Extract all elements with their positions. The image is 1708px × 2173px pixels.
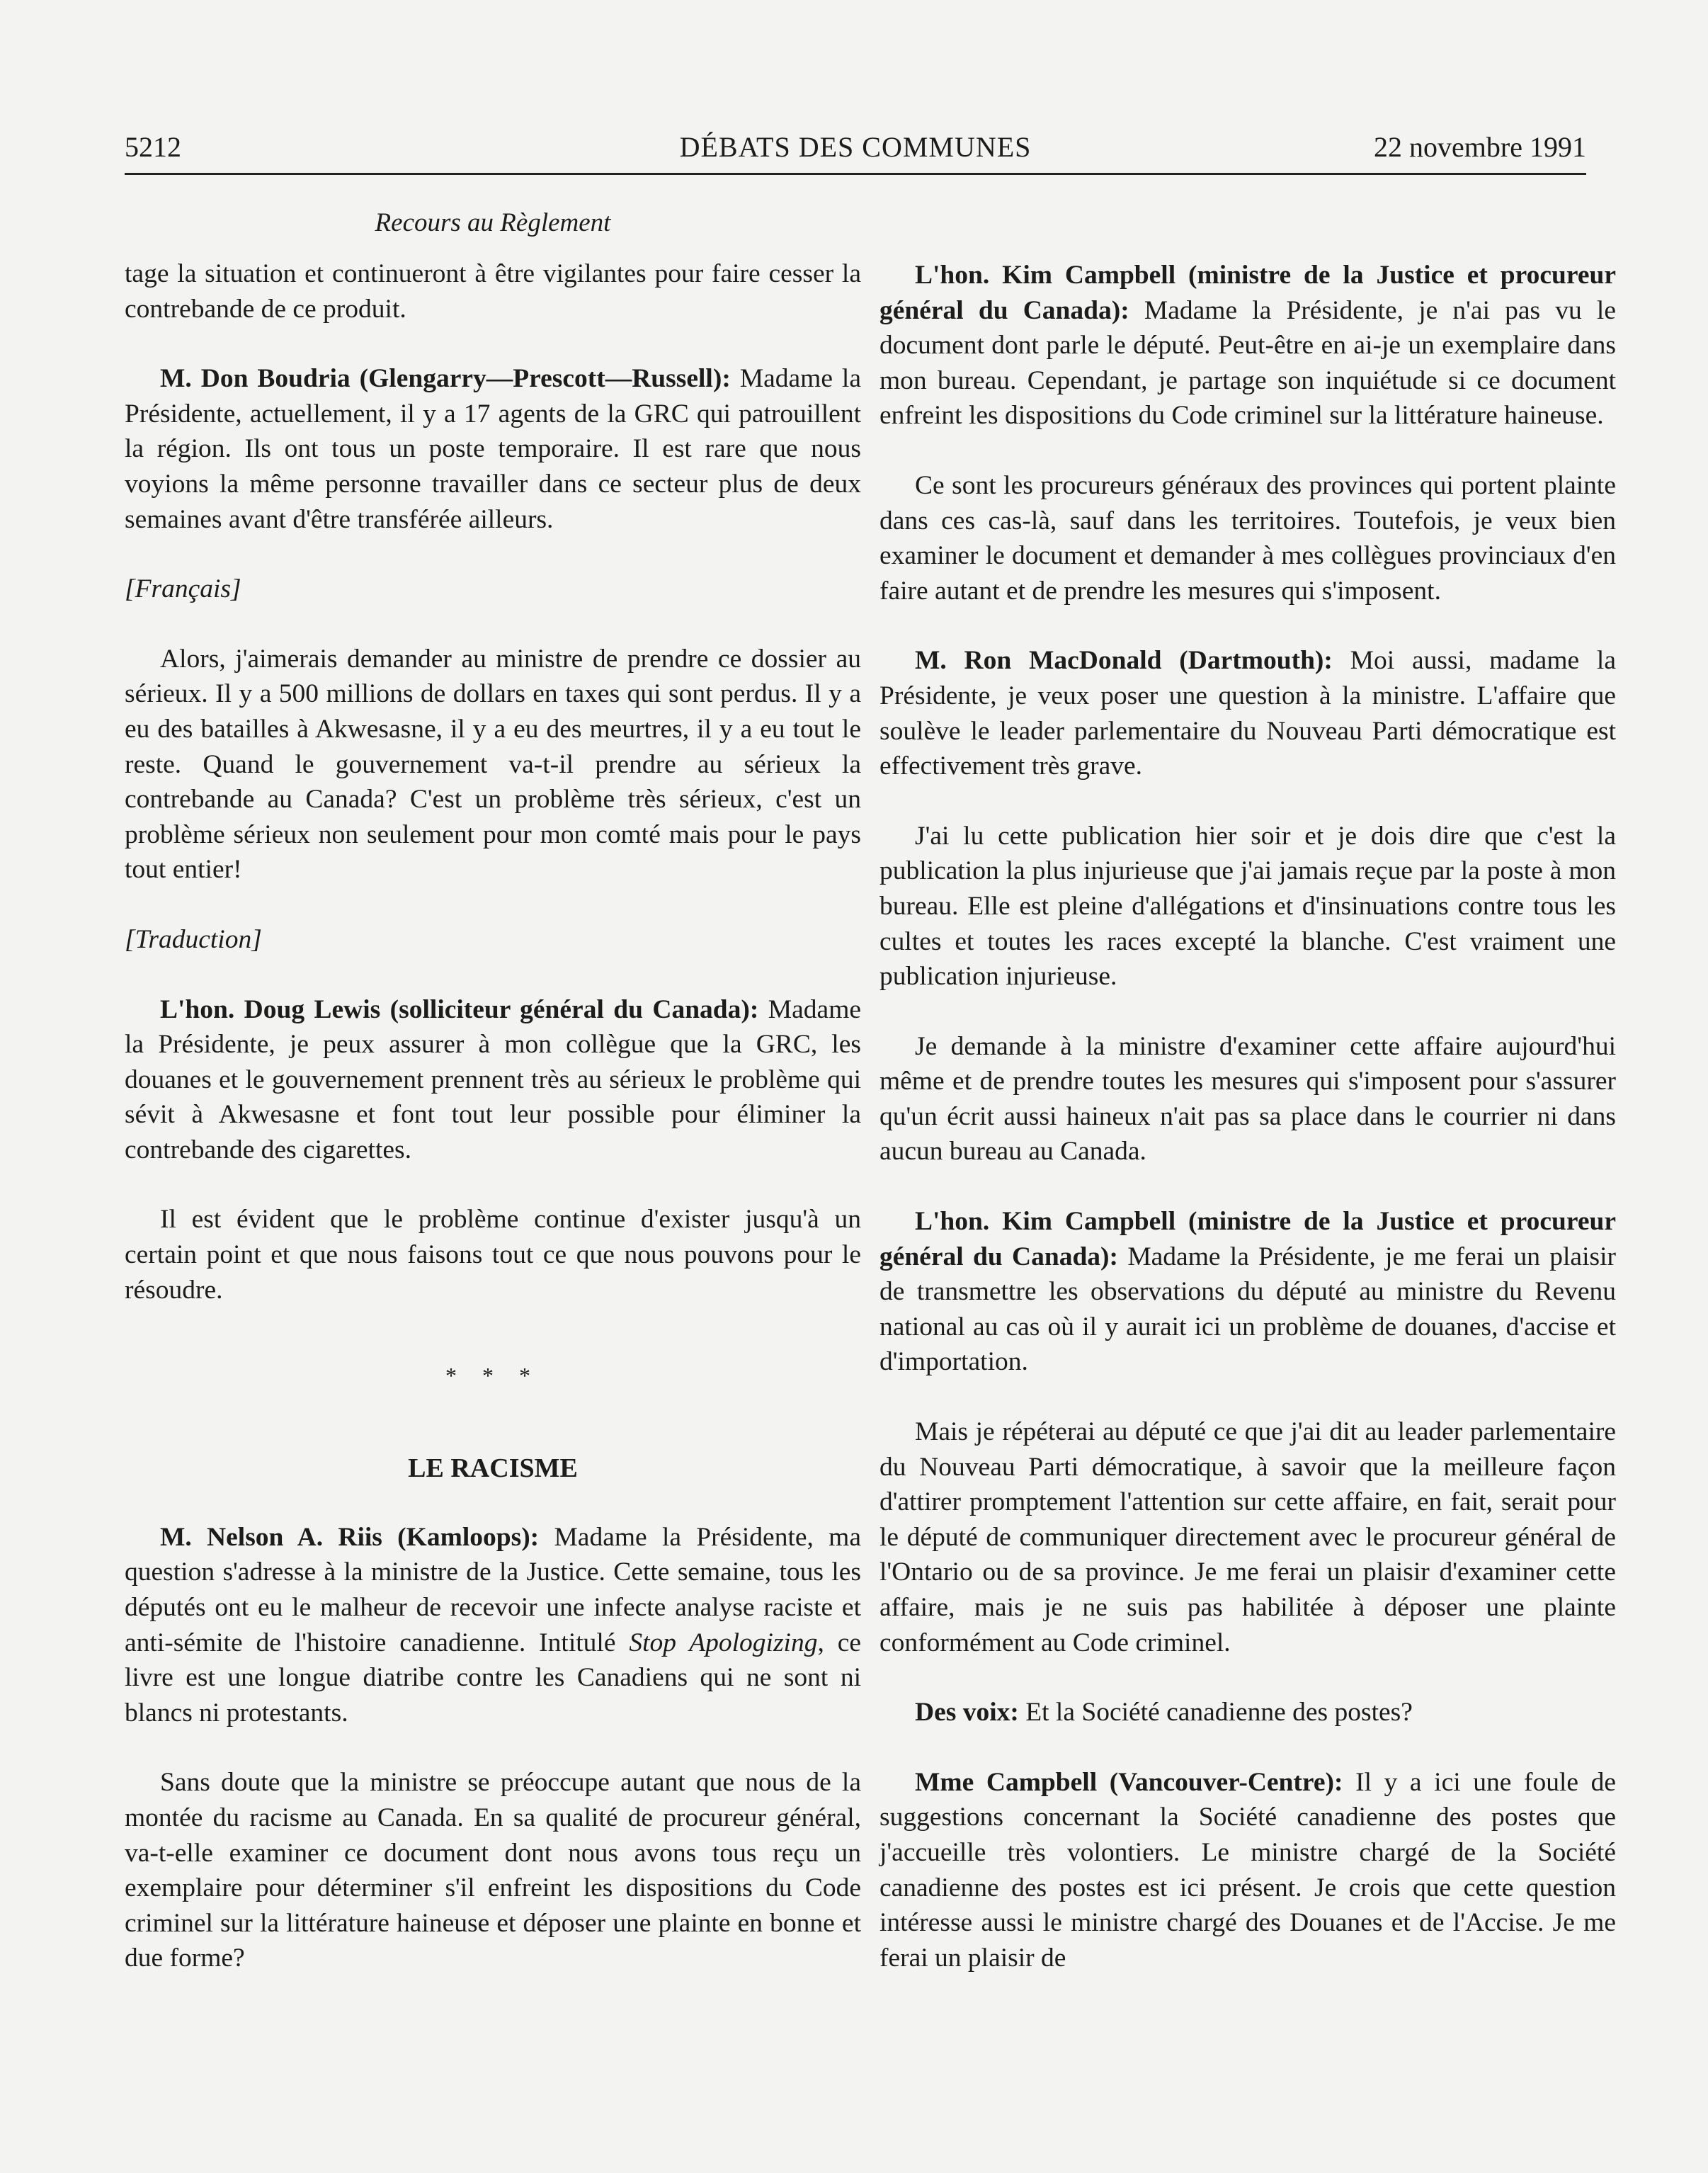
left-column [125,256,861,1976]
page-header [125,126,1586,169]
speaker-name: M. Ron MacDonald (Dartmouth): [915,646,1333,676]
section-heading: LE RACISME [408,1453,578,1483]
speech-paragraph [125,361,861,537]
paragraph: Ce sont les procureurs généraux des provinces qui portent plainte dans ces cas-là, sauf dans les territoires. Toutefois, je veux bien examiner le document et demander à mes collègues provinciaux d'en faire autant et de prendre les mesures qui s'imposent. [879,470,1616,606]
speaker-name: M. Nelson A. Riis (Kamloops): [160,1522,540,1552]
speech-paragraph [879,1695,1616,1730]
speech-text: Madame la Présidente, je peux assurer à mon collègue que la GRC, les douanes et le gouvernement prennent très au sérieux le problème qui sévit à Akwesasne et font tout leur possible pour éliminer la contrebande des cigarettes. [125,994,862,1164]
publication-date: 22 novembre 1991 [1374,131,1586,163]
speech-paragraph [125,992,861,1168]
speech-paragraph [125,1520,861,1731]
speaker-name: M. Don Boudria (Glengarry—Prescott—Russell): [160,364,731,394]
publication-title: DÉBATS DES COMMUNES [679,131,1032,163]
speaker-name: L'hon. Doug Lewis (solliciteur général du Canada): [160,994,759,1024]
book-title: Stop Apologizing [629,1628,818,1657]
speech-paragraph [879,258,1616,433]
speech-paragraph [879,1765,1616,1976]
speech-text: Et la Société canadienne des postes? [1018,1698,1413,1727]
language-marker: [Français] [125,574,241,604]
speech-text: Madame la Présidente, je n'ai pas vu le document dont parle le député. Peut-être en ai-je un exemplaire dans mon bureau. Cependant, je partage son inquiétude si ce document enfreint les dispositions du Code criminel sur la littérature haineuse. [879,295,1616,431]
speaker-name: Des voix: [915,1698,1019,1727]
speech-text: Moi aussi, madame la Présidente, je veux poser une question à la ministre. L'affaire que soulève le leader parlementaire du Nouveau Parti démocratique est effectivement très grave. [879,646,1616,781]
paragraph: Je demande à la ministre d'examiner cette affaire aujourd'hui même et de prendre toutes les mesures qui s'imposent pour s'assurer qu'un écrit aussi haineux n'ait pas sa place dans le courrier ni dans aucun bureau au Canada. [879,1031,1616,1167]
page-number: 5212 [125,131,181,163]
paragraph: J'ai lu cette publication hier soir et je dois dire que c'est la publication la plus injurieuse que j'ai jamais reçue par la poste à mon bureau. Elle est pleine d'allégations et d'insinuations contre tous les cultes et toutes les races excepté la blanche. C'est vraiment une publication injurieuse. [879,821,1616,992]
speaker-name: L'hon. Kim Campbell (ministre de la Justice et procureur général du Canada): [879,1207,1616,1271]
paragraph: Mais je répéterai au député ce que j'ai dit au leader parlementaire du Nouveau Parti démocratique, à savoir que la meilleure façon d'attirer promptement l'attention sur cette affaire, en fait, serait pour le député de communiquer directement avec le procureur général de l'Ontario ou de sa province. Je me ferai un plaisir d'examiner cette affaire, mais je ne suis pas habilitée à déposer une plainte conformément au Code criminel. [879,1417,1616,1657]
speech-text: , ce livre est une longue diatribe contre les Canadiens qui ne sont ni blancs ni protestants. [125,1628,862,1727]
speech-text: Madame la Présidente, ma question s'adresse à la ministre de la Justice. Cette semaine, tous les députés ont eu le malheur de recevoir une infecte analyse raciste et anti-sémite de l'histoire canadienne. Intitulé [125,1522,861,1657]
speech-text: Il y a ici une foule de suggestions concernant la Société canadienne des postes que j'accueille très volontiers. Le ministre chargé de la Société canadienne des postes est ici présent. Je crois que cette question intéresse aussi le ministre chargé des Douanes et de l'Accise. Je me ferai un plaisir de [879,1767,1617,1973]
language-marker: [Traduction] [125,924,262,954]
section-separator: * * * [445,1363,540,1389]
speech-paragraph [879,643,1616,783]
header-rule [125,173,1586,175]
speech-paragraph [879,1204,1616,1380]
speaker-name: L'hon. Kim Campbell (ministre de la Justice et procureur général du Canada): [879,261,1616,325]
running-title: Recours au Règlement [375,208,611,237]
speech-text: Madame la Présidente, je me ferai un plaisir de transmettre les observations du député au ministre du Revenu national au cas où il y aurait ici un problème de douanes, d'accise et d'importation. [879,1242,1616,1377]
paragraph: tage la situation et continueront à être vigilantes pour faire cesser la contrebande de ce produit. [125,259,861,324]
speech-text: Madame la Présidente, actuellement, il y a 17 agents de la GRC qui patrouillent la région. Ils ont tous un poste temporaire. Il est rare que nous voyions la même personne travailler dans ce secteur plus de deux semaines avant d'être transférée ailleurs. [125,364,861,534]
right-column [879,258,1616,1975]
speaker-name: Mme Campbell (Vancouver-Centre): [915,1767,1343,1797]
paragraph: Sans doute que la ministre se préoccupe autant que nous de la montée du racisme au Canada. En sa qualité de procureur général, va-t-elle examiner ce document dont nous avons tous reçu un exemplaire pour déterminer s'il enfreint les dispositions du Code criminel sur la littérature haineuse et déposer une plainte en bonne et due forme? [125,1768,861,1973]
paragraph: Alors, j'aimerais demander au ministre de prendre ce dossier au sérieux. Il y a 500 millions de dollars en taxes qui sont perdus. Il y a eu des batailles à Akwesasne, il y a eu des meurtres, il y a eu tout le reste. Quand le gouvernement va-t-il prendre au sérieux la contrebande au Canada? C'est un problème très sérieux, c'est un problème sérieux non seulement pour mon comté mais pour le pays tout entier! [125,644,861,885]
paragraph: Il est évident que le problème continue d'exister jusqu'à un certain point et que nous faisons tout ce que nous pouvons pour le résoudre. [125,1205,861,1305]
